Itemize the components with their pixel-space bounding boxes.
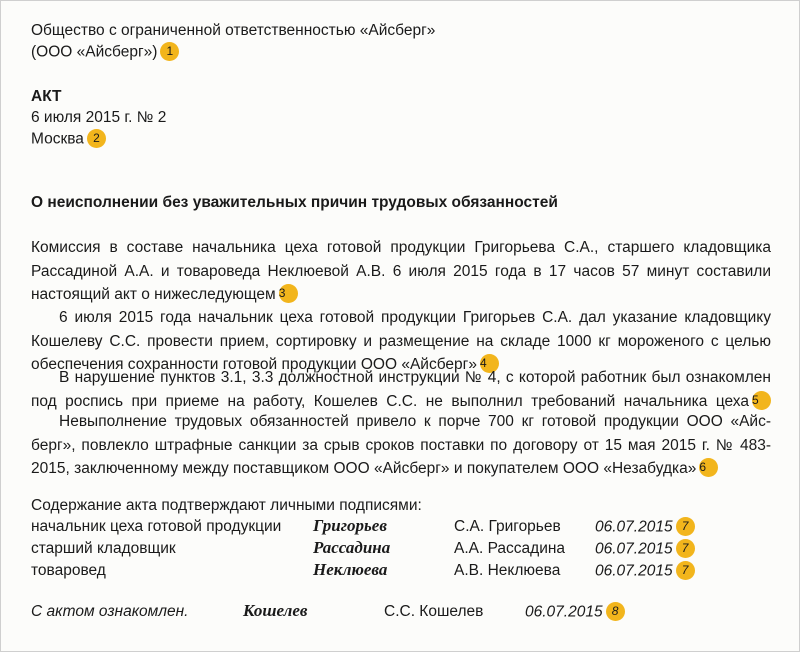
text-line: 6 июля 2015 года начальник цеха готовой продукции Григорьев С.А. дал указание кладовщику: [59, 309, 771, 326]
signatory-name: А.В. Неклюева: [454, 562, 561, 579]
text-line-content: 2015, заключенному между поставщиком ООО «Айсберг» и покупателем ООО «Незабудка»: [31, 460, 697, 477]
marker-badge: 4: [480, 354, 499, 373]
text-line: Комиссия в составе начальника цеха готовой продукции Григорьева С.А., старшего кладовщика: [31, 239, 771, 256]
doc-date-number: 6 июля 2015 г. № 2: [31, 109, 167, 126]
marker-badge: 5: [752, 391, 771, 410]
paragraph-3: [31, 366, 771, 413]
marker-badge: 6: [699, 458, 718, 477]
doc-city-line: [31, 130, 106, 149]
acknowledgement-name: С.С. Кошелев: [384, 603, 484, 620]
doc-subject: О неисполнении без уважительных причин трудовых обязанностей: [31, 194, 558, 211]
signature-date: 06.07.2015: [595, 562, 673, 580]
signature-position: товаровед: [31, 562, 106, 579]
text-line: [31, 283, 771, 307]
marker-badge: 7: [676, 539, 695, 558]
signature-date-line: [595, 562, 695, 581]
marker-badge: 7: [676, 561, 695, 580]
signatory-name: С.А. Григорьев: [454, 518, 561, 535]
marker-badge: 2: [87, 129, 106, 148]
handwritten-signature: Неклюева: [313, 560, 388, 579]
signature-date-line: [595, 540, 695, 559]
marker-badge: 1: [160, 42, 179, 61]
doc-title: АКТ: [31, 88, 62, 105]
text-line: Невыполнение трудовых обязанностей привело к порче 700 кг готовой продукции ООО «Айс-: [59, 413, 771, 430]
signature-date-line: [595, 518, 695, 537]
signatory-name: А.А. Рассадина: [454, 540, 566, 557]
text-line: Кошелеву С.С. провести прием, сортировку и размещение на складе 1000 кг мороженого с целью: [31, 332, 771, 350]
acknowledgement-date: 06.07.2015: [525, 603, 603, 621]
text-line: [31, 457, 771, 481]
handwritten-signature: Рассадина: [313, 538, 391, 557]
text-line-content: обеспечения сохранности готовой продукции ООО «Айсберг»: [31, 356, 477, 373]
acknowledgement-date-line: [525, 603, 625, 622]
marker-badge: 3: [279, 284, 298, 303]
signatures-intro: Содержание акта подтверждают личными подписями:: [31, 497, 422, 514]
text-line: В нарушение пунктов 3.1, 3.3 должностной инструкции № 4, с которой работник был ознакомлен: [59, 369, 771, 386]
paragraph-4: [31, 410, 771, 481]
signature-date: 06.07.2015: [595, 540, 673, 558]
text-line-content: под роспись при приеме на работу, Кошелев С.С. не выполнил требований начальника цеха: [31, 392, 749, 410]
signature-position: старший кладовщик: [31, 540, 176, 557]
doc-city: Москва: [31, 130, 84, 148]
marker-badge: 8: [606, 602, 625, 621]
text-line: Рассадиной А.А. и товароведа Неклюевой А.В. 6 июля 2015 года в 17 часов 57 минут составили: [31, 262, 771, 280]
org-short-name: (ООО «Айсберг»): [31, 43, 158, 61]
signature-date: 06.07.2015: [595, 518, 673, 536]
handwritten-signature: Кошелев: [243, 601, 308, 620]
text-line: берг», повлекло штрафные санкции за срыв сроков поставки по договору от 15 мая 2015 г. № 483-: [31, 436, 771, 454]
signature-position: начальник цеха готовой продукции: [31, 518, 282, 535]
org-full-name: Общество с ограниченной ответственностью «Айсберг»: [31, 22, 436, 39]
text-line-content: настоящий акт о нижеследующем: [31, 286, 276, 303]
org-short-line: [31, 43, 179, 62]
marker-badge: 7: [676, 517, 695, 536]
paragraph-1: [31, 236, 771, 307]
acknowledgement-label: С актом ознакомлен.: [31, 603, 189, 620]
handwritten-signature: Григорьев: [313, 516, 387, 535]
